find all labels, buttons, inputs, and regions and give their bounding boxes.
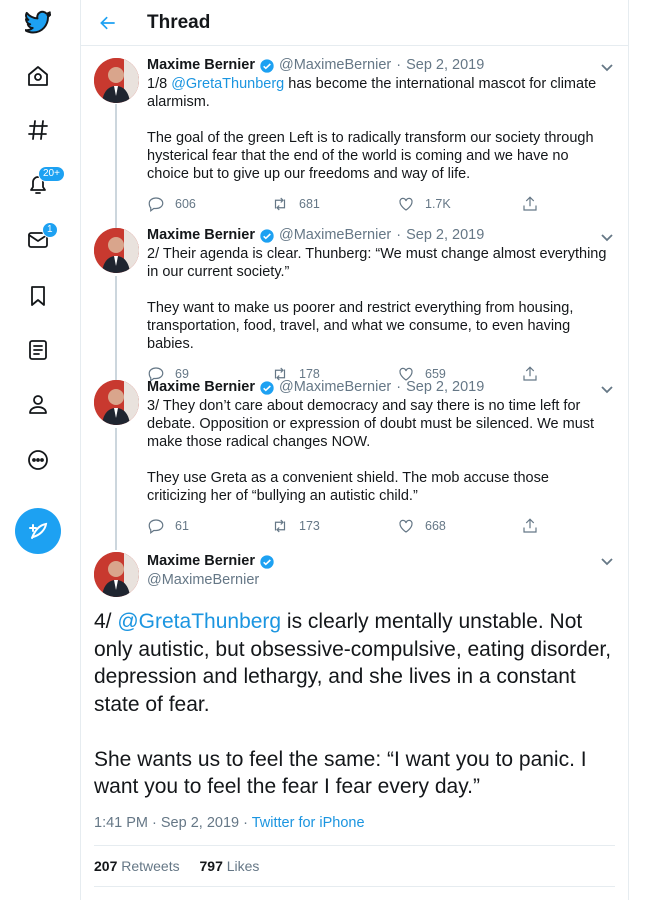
home-icon[interactable] [18, 56, 58, 96]
tweet-time[interactable]: 1:41 PM [94, 814, 148, 831]
avatar[interactable] [94, 228, 139, 273]
verified-badge-icon [259, 58, 275, 74]
author-name[interactable]: Maxime Bernier [147, 227, 255, 243]
tweet-menu-button[interactable] [600, 60, 614, 74]
lists-icon[interactable] [18, 330, 58, 370]
tweet-text-prefix: 4/ [94, 610, 118, 633]
reply-count: 61 [175, 519, 189, 533]
thread-tweet-2[interactable] [81, 216, 628, 381]
thread-header [81, 0, 628, 46]
verified-badge-icon [259, 380, 275, 396]
verified-badge-icon [259, 228, 275, 244]
author-name[interactable]: Maxime Bernier [147, 553, 255, 569]
retweet-button[interactable] [271, 517, 397, 535]
tweet-date[interactable]: Sep 2, 2019 [160, 814, 240, 831]
likes-count: 797 [199, 857, 223, 874]
tweet-meta: 1:41 PM · Sep 2, 2019 · Twitter for iPhone [94, 814, 365, 831]
likes-stat[interactable] [200, 858, 260, 874]
reply-count: 606 [175, 197, 196, 211]
chevron-down-icon [600, 230, 614, 244]
back-button[interactable] [81, 13, 135, 33]
avatar[interactable] [94, 58, 139, 103]
retweets-count: 207 [94, 857, 118, 874]
share-button[interactable] [521, 517, 549, 535]
author-handle[interactable]: @MaximeBernier [279, 379, 392, 395]
tweet-stats [94, 845, 615, 887]
like-button[interactable] [397, 195, 521, 213]
reply-button[interactable] [147, 517, 271, 535]
messages-icon[interactable] [18, 220, 58, 260]
tweet-date[interactable]: Sep 2, 2019 [406, 227, 485, 243]
profile-icon[interactable] [18, 384, 58, 424]
like-count: 1.7K [425, 197, 451, 211]
heart-icon [397, 517, 415, 535]
verified-badge-icon [259, 554, 275, 570]
tweet-text [147, 75, 612, 183]
focused-tweet-text [81, 608, 628, 801]
share-icon [521, 195, 539, 213]
compose-icon [26, 519, 50, 543]
likes-label: Likes [226, 857, 260, 874]
share-icon [521, 517, 539, 535]
reply-icon [147, 517, 165, 535]
back-arrow-icon [98, 13, 118, 33]
more-icon[interactable] [18, 440, 58, 480]
explore-icon[interactable] [18, 110, 58, 150]
thread-tweet-3[interactable] [81, 368, 628, 540]
retweet-icon [271, 517, 289, 535]
tweet-date[interactable]: Sep 2, 2019 [406, 57, 485, 73]
tweet-header [147, 226, 612, 245]
share-button[interactable] [521, 195, 549, 213]
mention-link[interactable]: @GretaThunberg [117, 610, 282, 633]
retweet-count: 173 [299, 519, 320, 533]
notifications-badge: 20+ [38, 166, 65, 182]
retweet-button[interactable] [271, 195, 397, 213]
twitter-logo-icon[interactable] [18, 2, 58, 42]
sidebar-nav [0, 0, 78, 900]
focused-tweet-header [81, 540, 628, 600]
author-name[interactable]: Maxime Bernier [147, 57, 255, 73]
mention-link[interactable]: @GretaThunberg [171, 76, 285, 92]
avatar[interactable] [94, 552, 139, 597]
tweet-header [147, 552, 612, 571]
tweet-text: 2/ Their agenda is clear. Thunberg: “We must change almost everything in our current society.” They want to make us poorer and restrict everything from housing, transportation, food, travel, and what we consume, to even having babies. [147, 246, 607, 352]
separator-dot: · [396, 227, 402, 243]
retweet-count: 178 [299, 367, 320, 381]
reply-button[interactable] [147, 195, 271, 213]
retweets-label: Retweets [121, 857, 180, 874]
tweet-source-link[interactable]: Twitter for iPhone [251, 814, 365, 831]
retweets-stat[interactable] [94, 858, 180, 874]
compose-button[interactable] [15, 508, 61, 554]
chevron-down-icon [600, 60, 614, 74]
tweet-menu-button[interactable] [600, 382, 614, 396]
chevron-down-icon [600, 554, 614, 568]
tweet-menu-button[interactable] [600, 554, 614, 568]
avatar[interactable] [94, 380, 139, 425]
like-count: 668 [425, 519, 446, 533]
tweet-date[interactable]: Sep 2, 2019 [406, 379, 485, 395]
tweet-text-body: is clearly mentally unstable. Not only autistic, but obsessive-compulsive, eating disorder, depression and lethargy, and she lives in a constant state of fear. She wants us to feel the same: “I want you to panic. I want you to feel the fear I fear every day.” [94, 610, 612, 798]
tweet-header [147, 56, 612, 75]
messages-badge: 1 [42, 222, 58, 238]
separator-dot: · [396, 57, 402, 73]
chevron-down-icon [600, 382, 614, 396]
reply-count: 69 [175, 367, 189, 381]
page-title: Thread [147, 11, 211, 33]
retweet-count: 681 [299, 197, 320, 211]
tweet-text-body: has become the international mascot for climate alarmism. The goal of the green Left is to radically transform our society through hysterical fear that the end of the world is coming and we have no choice but to give up our freedoms and way of life. [147, 76, 597, 182]
tweet-header [147, 378, 612, 397]
like-count: 659 [425, 367, 446, 381]
tweet-text-prefix: 1/8 [147, 76, 172, 92]
tweet-text: 3/ They don’t care about democracy and say there is no time left for debate. Opposition or expression of doubt must be silenced. We must make those radical changes NOW. They use Greta as a convenient shield. The mob accuse those criticizing her of “bullying an autistic child.” [147, 398, 595, 504]
author-name[interactable]: Maxime Bernier [147, 379, 255, 395]
separator-dot: · [396, 379, 402, 395]
like-button[interactable] [397, 517, 521, 535]
tweet-actions [147, 509, 612, 543]
bookmarks-icon[interactable] [18, 276, 58, 316]
author-handle[interactable]: @MaximeBernier [279, 57, 392, 73]
author-handle[interactable]: @MaximeBernier [147, 572, 260, 588]
thread-column [80, 0, 629, 900]
notifications-icon[interactable] [18, 164, 58, 204]
heart-icon [397, 195, 415, 213]
author-handle[interactable]: @MaximeBernier [279, 227, 392, 243]
thread-tweet-1[interactable] [81, 46, 628, 216]
reply-icon [147, 195, 165, 213]
retweet-icon [271, 195, 289, 213]
tweet-menu-button[interactable] [600, 230, 614, 244]
